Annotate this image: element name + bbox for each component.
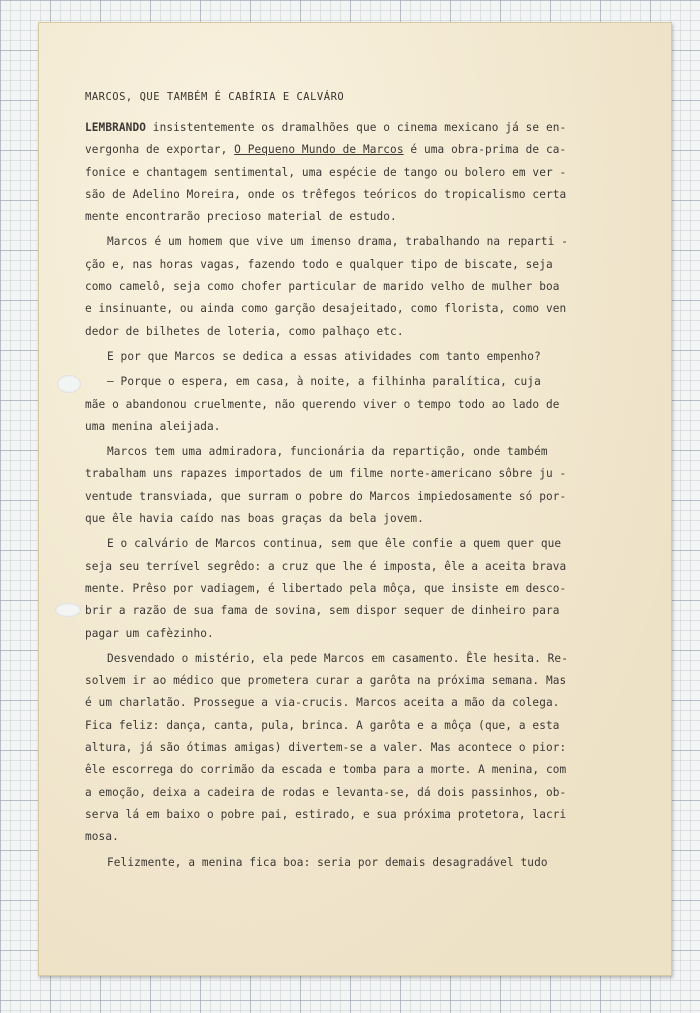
lead-word: LEMBRANDO — [85, 121, 147, 134]
text-line: ventude transviada, que surram o pobre do Marcos impiedosamente só por- — [85, 489, 567, 503]
text-line: ção e, nas horas vagas, fazendo todo e qualquer tipo de biscate, seja — [85, 257, 553, 271]
text-line: — Porque o espera, em casa, à noite, a filhinha paralítica, cuja — [107, 375, 541, 389]
text-line: solvem ir ao médico que prometera curar a garôta na próxima semana. Mas — [85, 674, 567, 688]
text-line: trabalham uns rapazes importados de um filme norte-americano sôbre ju - — [85, 467, 567, 481]
text-line: altura, já são ótimas amigas) divertem-se a valer. Mas acontece o pior: — [85, 741, 567, 755]
text-line: E o calvário de Marcos continua, sem que êle confie a quem quer que — [107, 537, 562, 551]
film-title: O Pequeno Mundo de Marcos — [234, 143, 404, 157]
text-line: fonice e chantagem sentimental, uma espécie de tango ou bolero em ver - — [85, 165, 567, 179]
text-line: mente encontrarão precioso material de estudo. — [85, 210, 397, 224]
text-line: Marcos é um homem que vive um imenso drama, trabalhando na reparti - — [107, 235, 568, 249]
text-line: é um charlatão. Prossegue a via-crucis. Marcos aceita a mão da colega. — [85, 696, 560, 710]
punch-hole-top — [57, 375, 81, 393]
text-line: seja seu terrível segrêdo: a cruz que lhe é imposta, êle a aceita brava — [85, 559, 567, 573]
text-line: a emoção, deixa a cadeira de rodas e levanta-se, dá dois passinhos, ob- — [85, 785, 567, 799]
text-line: mente. Prêso por vadiagem, é libertado pela môça, que insiste em desco- — [85, 581, 567, 595]
text-line: dedor de bilhetes de loteria, como palhaço etc. — [85, 324, 404, 338]
text-line: vergonha de exportar, O Pequeno Mundo de Marcos é uma obra-prima de ca- — [85, 143, 567, 157]
text-line: são de Adelino Moreira, onde os trêfegos teóricos do tropicalismo certa — [85, 187, 567, 201]
text-line: e insinuante, ou ainda como garção desajeitado, como florista, como ven — [85, 302, 567, 316]
text-line: que êle havia caído nas boas graças da bela jovem. — [85, 512, 424, 526]
text-line: brir a razão de sua fama de sovina, sem dispor sequer de dinheiro para — [85, 604, 560, 618]
text-line: LEMBRANDO insistentemente os dramalhões que o cinema mexicano já se en- — [85, 121, 567, 134]
punch-hole-bottom — [55, 603, 81, 617]
document-body — [85, 117, 615, 874]
text-line: uma menina aleijada. — [85, 419, 221, 433]
text-line: E por que Marcos se dedica a essas atividades com tanto empenho? — [107, 349, 541, 363]
text-line: mosa. — [85, 830, 119, 844]
text-line: Desvendado o mistério, ela pede Marcos em casamento. Êle hesita. Re- — [107, 651, 568, 665]
text-line: êle escorrega do corrimão da escada e tomba para a morte. A menina, com — [85, 763, 567, 777]
text-line: como camelô, seja como chofer particular de marido velho de mulher boa — [85, 280, 560, 294]
text-line: Marcos tem uma admiradora, funcionária da repartição, onde também — [107, 445, 548, 459]
text-line: Felizmente, a menina fica boa: seria por demais desagradável tudo — [107, 855, 548, 869]
text-line: serva lá em baixo o pobre pai, estirado, e sua próxima protetora, lacri — [85, 807, 567, 821]
text-line: mãe o abandonou cruelmente, não querendo viver o tempo todo ao lado de — [85, 397, 560, 411]
document-title: MARCOS, QUE TAMBÉM É CABÍRIA E CALVÁRO — [85, 91, 345, 103]
text-line: pagar um cafèzinho. — [85, 626, 214, 640]
text-line: Fica feliz: dança, canta, pula, brinca. A garôta e a môça (que, a esta — [85, 718, 560, 732]
